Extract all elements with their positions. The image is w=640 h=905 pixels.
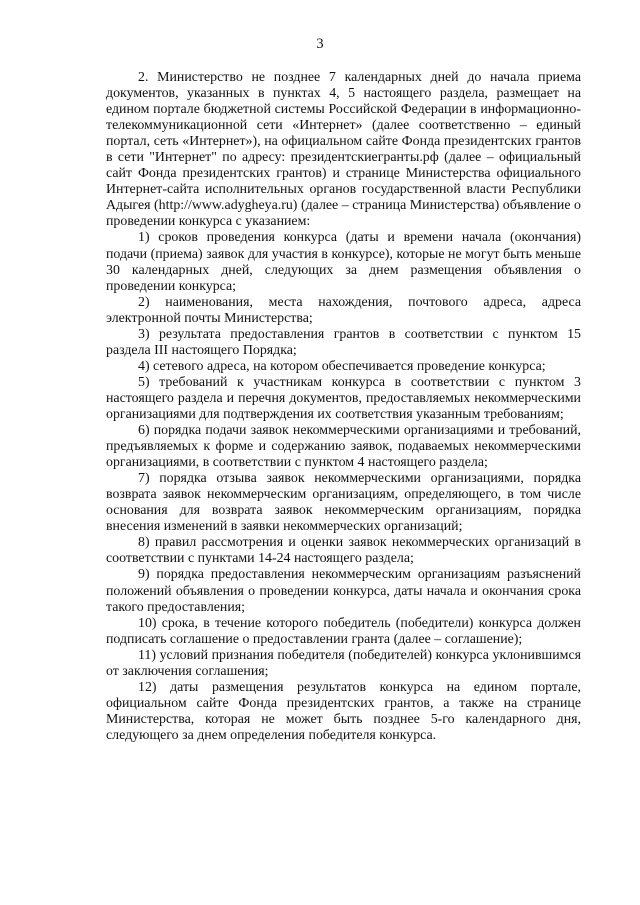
list-item-4: 4) сетевого адреса, на котором обеспечивается проведение конкурса; <box>138 358 546 374</box>
list-item-12: 12) даты размещения результатов конкурса на едином портале, официальном сайте Фонда президентских грантов, а также на странице Министерства, которая не может быть позднее 5-го календарного дня, следующего за днем определения победителя конкурса. <box>106 679 581 743</box>
list-item-1: 1) сроков проведения конкурса (даты и времени начала (окончания) подачи (приема) заявок для участия в конкурсе), которые не могут быть меньше 30 календарных дней, следующих за днем размещения объявления о проведении конкурса; <box>106 230 581 294</box>
list-item-7: 7) порядка отзыва заявок некоммерческими организациями, порядка возврата заявок некоммерческим организациям, определяющего, в том числе основания для возврата заявок некоммерческим организациям, порядка внесения изменений в заявки некоммерческих организаций; <box>106 471 581 535</box>
list-item-2: 2) наименования, места нахождения, почтового адреса, адреса электронной почты Министерства; <box>106 294 581 326</box>
document-body <box>106 70 581 744</box>
list-item-10: 10) срока, в течение которого победитель (победители) конкурса должен подписать соглашение о предоставлении гранта (далее – соглашение); <box>106 615 581 647</box>
list-item-3: 3) результата предоставления грантов в соответствии с пунктом 15 раздела III настоящего Порядка; <box>106 326 581 358</box>
list-item-6: 6) порядка подачи заявок некоммерческими организациями и требований, предъявляемых к форме и содержанию заявок, подаваемых некоммерческими организациями, в соответствии с пунктом 4 настоящего раздела; <box>106 423 581 471</box>
page-number: 3 <box>316 36 324 52</box>
paragraph-intro: 2. Министерство не позднее 7 календарных дней до начала приема документов, указанных в пунктах 4, 5 настоящего раздела, размещает на едином портале бюджетной системы Российской Федерации в информационно-телекоммуникационной сети «Интернет» (далее соответственно – единый портал, сеть «Интернет»), на официальном сайте Фонда президентских грантов в сети "Интернет" по адресу: президентскиегранты.рф (далее – официальный сайт Фонда президентских грантов) и странице Министерства официального Интернет-сайта исполнительных органов государственной власти Республики Адыгея (http://www.adygheya.ru) (далее – страница Министерства) объявление о проведении конкурса с указанием: <box>106 70 581 230</box>
list-item-8: 8) правил рассмотрения и оценки заявок некоммерческих организаций в соответствии с пунктами 14-24 настоящего раздела; <box>106 535 581 567</box>
list-item-5: 5) требований к участникам конкурса в соответствии с пунктом 3 настоящего раздела и перечня документов, предоставляемых некоммерческими организациями для подтверждения их соответствия указанным требованиям; <box>106 374 581 422</box>
list-item-9: 9) порядка предоставления некоммерческим организациям разъяснений положений объявления о проведении конкурса, даты начала и окончания срока такого предоставления; <box>106 567 581 615</box>
list-item-11: 11) условий признания победителя (победителей) конкурса уклонившимся от заключения соглашения; <box>106 647 581 679</box>
